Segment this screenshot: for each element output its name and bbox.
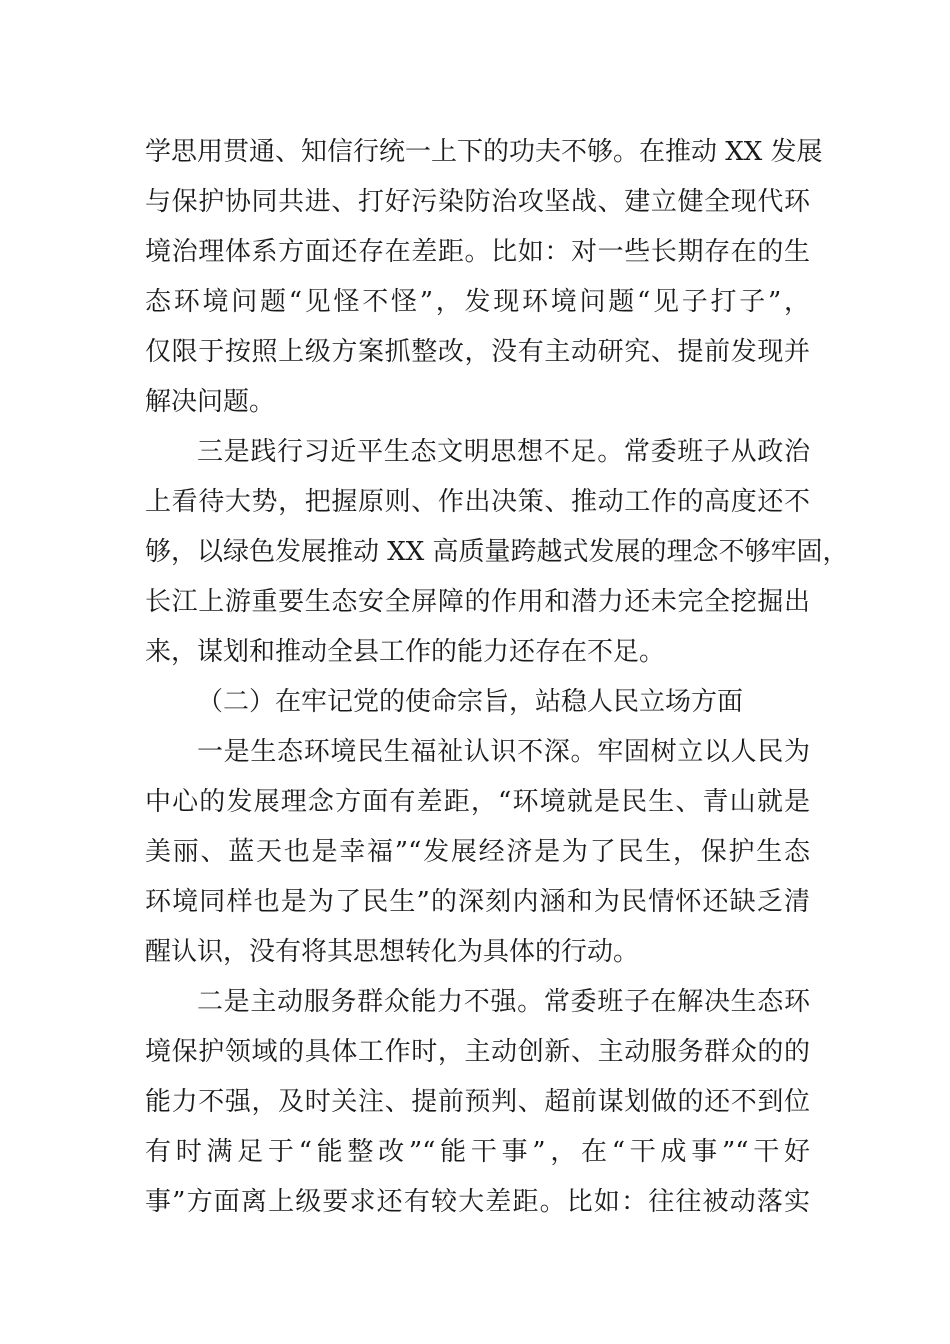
text-line: 事”方面离上级要求还有较大差距。比如：往往被动落实 [145, 1187, 810, 1217]
text-line: 来，谋划和推动全县工作的能力还存在不足。 [145, 637, 666, 667]
text-line: 境治理体系方面还存在差距。比如：对一些长期存在的生 [145, 237, 810, 267]
text-line: 中心的发展理念方面有差距，“环境就是民生、青山就是 [145, 787, 810, 817]
text-line: 与保护协同共进、打好污染防治攻坚战、建立健全现代环 [145, 187, 810, 217]
paragraph-start-line: 一是生态环境民生福祉认识不深。牢固树立以人民为 [197, 737, 810, 767]
text-line: 美丽、蓝天也是幸福”“发展经济是为了民生，保护生态 [145, 837, 810, 867]
paragraph-start-line: 三是践行习近平生态文明思想不足。常委班子从政治 [197, 437, 810, 467]
text-line: 仅限于按照上级方案抓整改，没有主动研究、提前发现并 [145, 337, 810, 367]
text-line: 解决问题。 [145, 387, 276, 417]
text-line: 醒认识，没有将其思想转化为具体的行动。 [145, 937, 640, 967]
text-line: 上看待大势，把握原则、作出决策、推动工作的高度还不 [145, 487, 810, 517]
text-line: 学思用贯通、知信行统一上下的功夫不够。在推动 XX 发展 [145, 137, 823, 167]
text-line: 环境同样也是为了民生”的深刻内涵和为民情怀还缺乏清 [145, 887, 810, 917]
text-line: 够，以绿色发展推动 XX 高质量跨越式发展的理念不够牢固， [145, 537, 849, 567]
paragraph-start-line: 二是主动服务群众能力不强。常委班子在解决生态环 [197, 987, 810, 1017]
text-line: 长江上游重要生态安全屏障的作用和潜力还未完全挖掘出 [145, 587, 810, 617]
document-body [145, 127, 849, 1227]
text-line: 境保护领域的具体工作时，主动创新、主动服务群众的的 [145, 1037, 810, 1067]
text-line: 态环境问题“见怪不怪”，发现环境问题“见子打子”， [145, 287, 810, 317]
text-line: 有时满足于“能整改”“能干事”，在“干成事”“干好 [145, 1137, 810, 1167]
text-line: 能力不强，及时关注、提前预判、超前谋划做的还不到位 [145, 1087, 810, 1117]
section-heading: （二）在牢记党的使命宗旨，站稳人民立场方面 [197, 687, 744, 717]
